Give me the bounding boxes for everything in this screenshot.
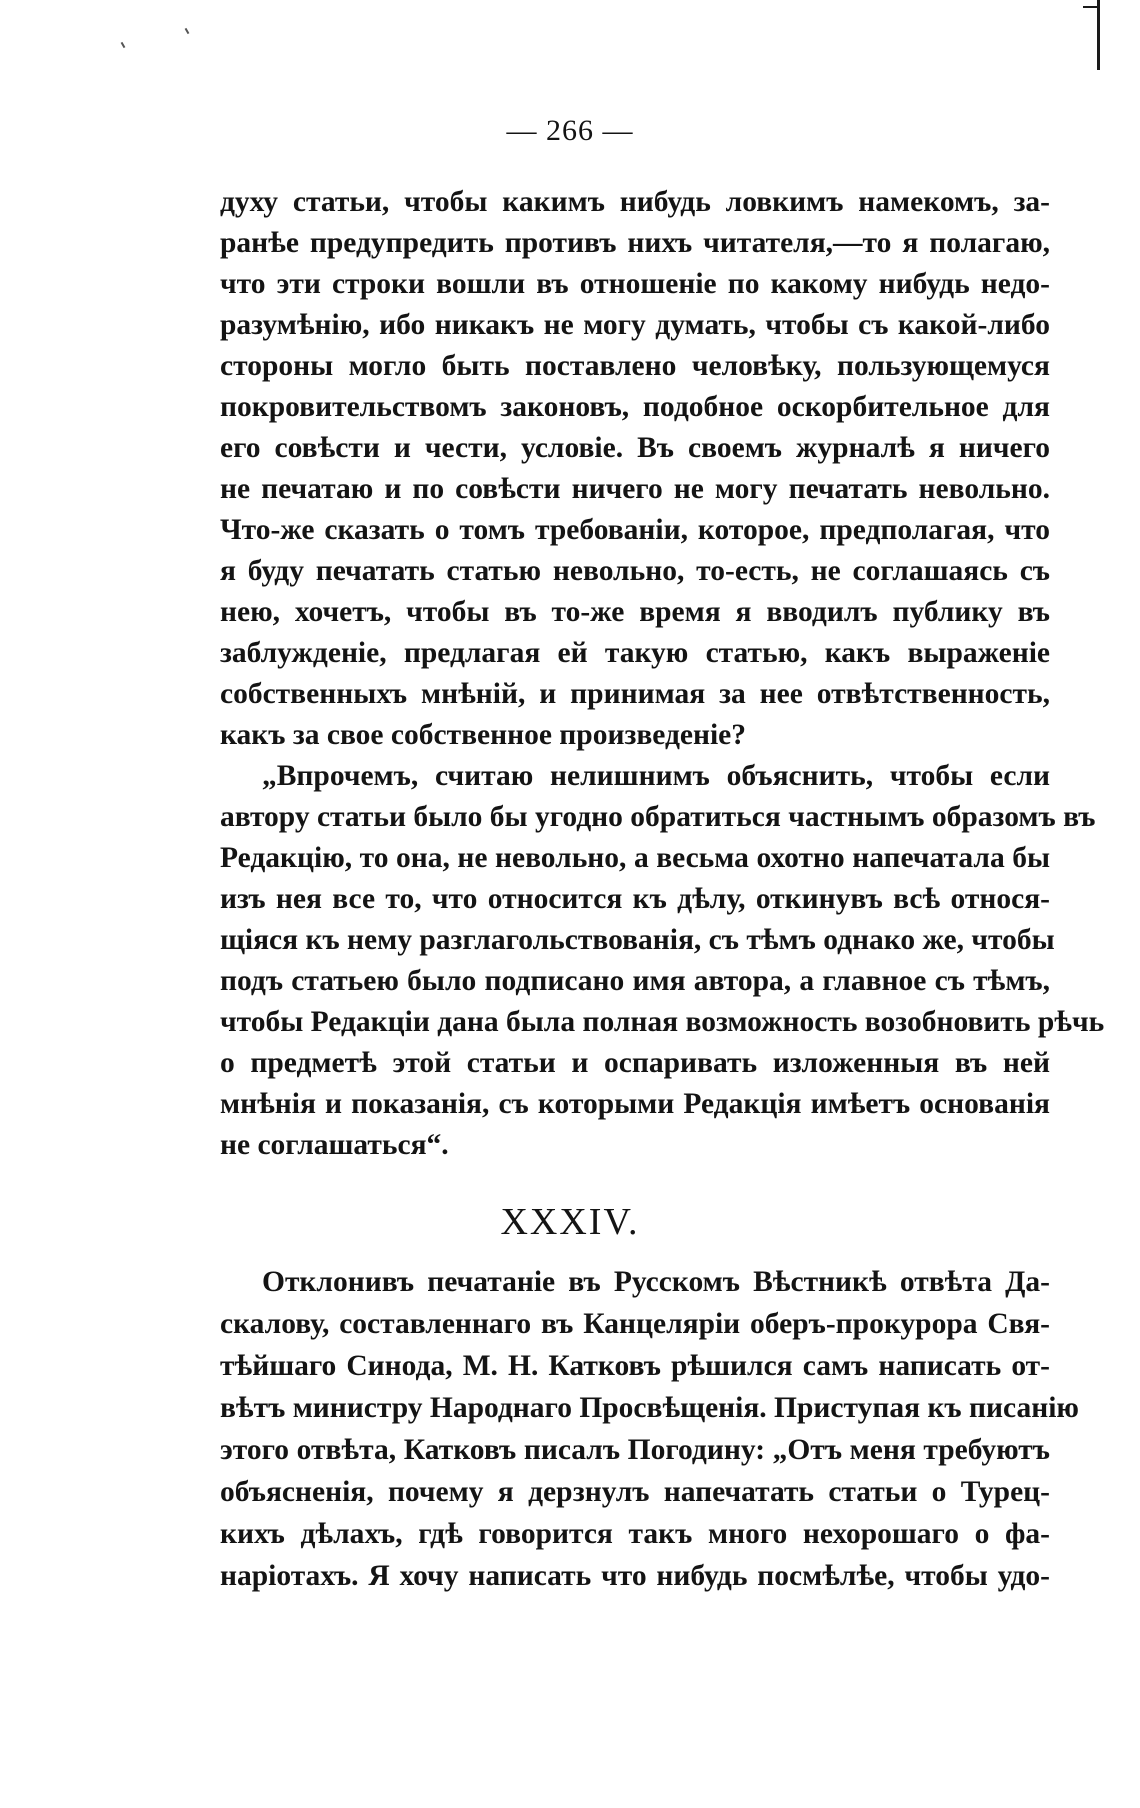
text-line: не соглашаться“. — [220, 1129, 449, 1161]
text-line: ранѣе предупредить противъ нихъ читателя,—то я полагаю, — [220, 227, 1050, 259]
text-line: Что-же сказать о томъ требованіи, которое, предполагая, что — [220, 514, 1050, 546]
text-line: тѣйшаго Синода, М. Н. Катковъ рѣшился самъ написать от- — [220, 1350, 1050, 1382]
text-line: духу статьи, чтобы какимъ нибудь ловкимъ намекомъ, за- — [220, 186, 1050, 218]
text-line: покровительствомъ законовъ, подобное оскорбительное для — [220, 391, 1050, 423]
text-line: подъ статьею было подписано имя автора, а главное съ тѣмъ, — [220, 965, 1050, 997]
scan-speck — [121, 42, 126, 48]
text-line: этого отвѣта, Катковъ писалъ Погодину: „Отъ меня требуютъ — [220, 1434, 1050, 1466]
text-line: объясненія, почему я дерзнулъ напечатать статьи о Турец- — [220, 1476, 1050, 1508]
text-line: чтобы Редакціи дана была полная возможность возобновить рѣчь — [220, 1006, 1105, 1038]
text-line: автору статьи было бы угодно обратиться частнымъ образомъ въ — [220, 801, 1096, 833]
text-line: щіяся къ нему разглагольствованія, съ тѣмъ однако же, чтобы — [220, 924, 1055, 956]
text-line: о предметѣ этой статьи и оспаривать изложенныя въ ней — [220, 1047, 1050, 1079]
text-line: я буду печатать статью невольно, то-есть, не соглашаясь съ — [220, 555, 1050, 587]
text-line: разумѣнію, ибо никакъ не могу думать, чтобы съ какой-либо — [220, 309, 1050, 341]
text-line: не печатаю и по совѣсти ничего не могу печатать невольно. — [220, 473, 1050, 505]
text-line: наріотахъ. Я хочу написать что нибудь посмѣлѣе, чтобы удо- — [220, 1560, 1050, 1592]
text-line: кихъ дѣлахъ, гдѣ говорится такъ много нехорошаго о фа- — [220, 1518, 1050, 1550]
section-heading: XXXIV. — [500, 1201, 640, 1243]
text-line: скалову, составленнаго въ Канцеляріи оберъ-прокурора Свя- — [220, 1308, 1050, 1340]
page-edge-mark — [1097, 0, 1100, 70]
body-text-section-2 — [220, 1261, 1079, 1597]
text-line: заблужденіе, предлагая ей такую статью, какъ выраженіе — [220, 637, 1050, 669]
text-line: Редакцію, то она, не невольно, а весьма охотно напечатала бы — [220, 842, 1050, 874]
text-line: „Впрочемъ, считаю нелишнимъ объяснить, чтобы если — [262, 760, 1050, 792]
text-line: его совѣсти и чести, условіе. Въ своемъ журналѣ я ничего — [220, 432, 1050, 464]
scan-speck — [185, 28, 190, 34]
body-text-section-1 — [220, 182, 1105, 1166]
text-line: Отклонивъ печатаніе въ Русскомъ Вѣстникѣ отвѣта Да- — [262, 1266, 1050, 1298]
text-line: нею, хочетъ, чтобы въ то-же время я вводилъ публику въ — [220, 596, 1050, 628]
text-line: собственныхъ мнѣній, и принимая за нее отвѣтственность, — [220, 678, 1050, 710]
text-line: изъ нея все то, что относится къ дѣлу, откинувъ всѣ относя- — [220, 883, 1050, 915]
text-line: мнѣнія и показанія, съ которыми Редакція имѣетъ основанія — [220, 1088, 1050, 1120]
text-line: какъ за свое собственное произведеніе? — [220, 719, 747, 751]
text-line: вѣтъ министру Народнаго Просвѣщенія. Приступая къ писанію — [220, 1392, 1079, 1424]
text-line: что эти строки вошли въ отношеніе по какому нибудь недо- — [220, 268, 1050, 300]
text-line: стороны могло быть поставлено человѣку, пользующемуся — [220, 350, 1050, 382]
page-number: — 266 — — [506, 114, 634, 147]
